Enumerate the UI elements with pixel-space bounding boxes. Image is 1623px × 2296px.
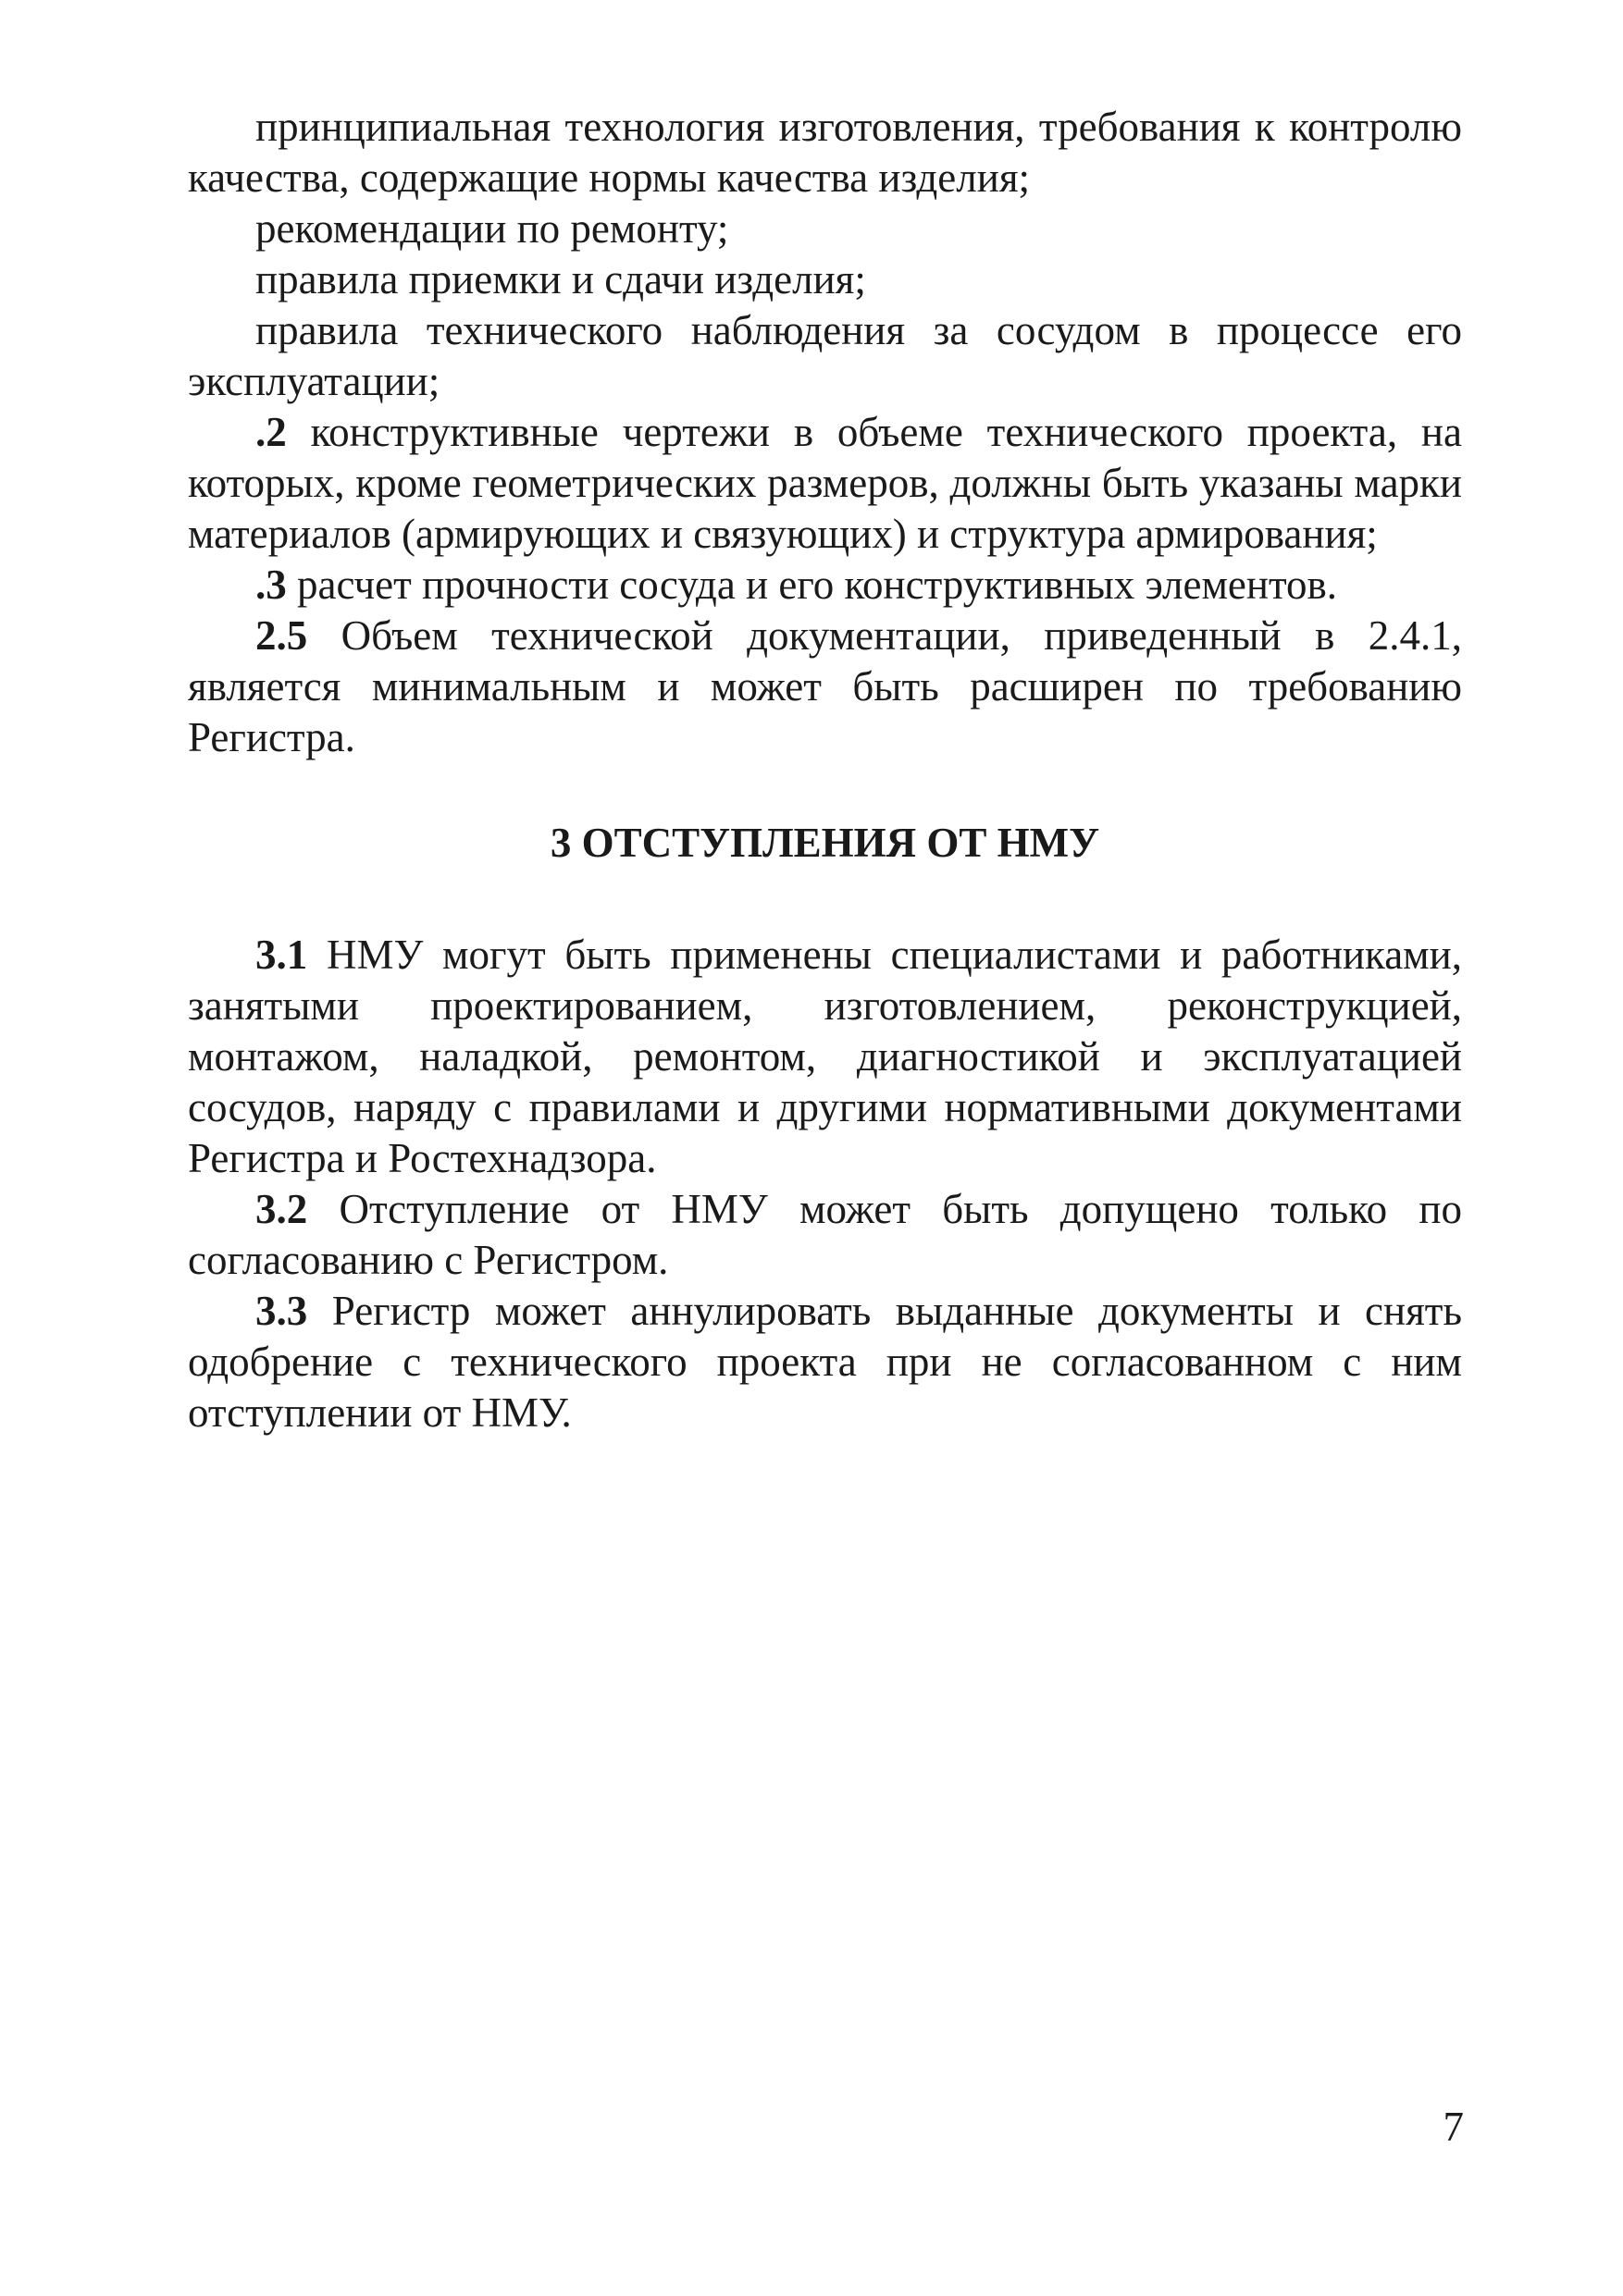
paragraph-technology: принципиальная технология изготовления, требования к контролю качества, содержащие нормы качества изделия; (188, 104, 1462, 201)
clause-number: 2.5 (255, 612, 308, 659)
paragraph-3-3: 3.3 Регистр может аннулировать выданные документы и снять одобрение с технического проекта при не согласованном с ним отступлении от НМУ. (188, 1288, 1462, 1436)
paragraph-repair: рекомендации по ремонту; (255, 205, 729, 252)
item-number: .2 (255, 409, 287, 455)
paragraph-2-5: 2.5 Объем технической документации, приведенный в 2.4.1, является минимальным и может быть расширен по требованию Регистра. (188, 612, 1462, 760)
paragraph-supervision: правила технического наблюдения за сосудом в процессе его эксплуатации; (188, 307, 1462, 404)
paragraph-3-2: 3.2 Отступление от НМУ может быть допущено только по согласованию с Регистром. (188, 1186, 1462, 1283)
page-number: 7 (1443, 2104, 1464, 2150)
paragraph-acceptance: правила приемки и сдачи изделия; (255, 256, 866, 302)
page-body (188, 102, 1462, 1438)
paragraph-3-1: 3.1 НМУ могут быть применены специалистами и работниками, занятыми проектированием, изготовлением, реконструкцией, монтажом, наладкой, ремонтом, диагностикой и эксплуатацией сосудов, наряду с правилами и другими нормативными документами Регистра и Ростехнадзора. (188, 932, 1462, 1181)
clause-number: 3.1 (255, 932, 308, 978)
item-number: .3 (255, 562, 287, 608)
paragraph-item-2: .2 конструктивные чертежи в объеме технического проекта, на которых, кроме геометрических размеров, должны быть указаны марки материалов (армирующих и связующих) и структура армирования; (188, 409, 1462, 557)
section-heading: 3 ОТСТУПЛЕНИЯ ОТ НМУ (550, 820, 1100, 866)
clause-number: 3.3 (255, 1288, 308, 1334)
paragraph-item-3: .3 расчет прочности сосуда и его конструктивных элементов. (255, 562, 1338, 608)
clause-number: 3.2 (255, 1186, 308, 1232)
